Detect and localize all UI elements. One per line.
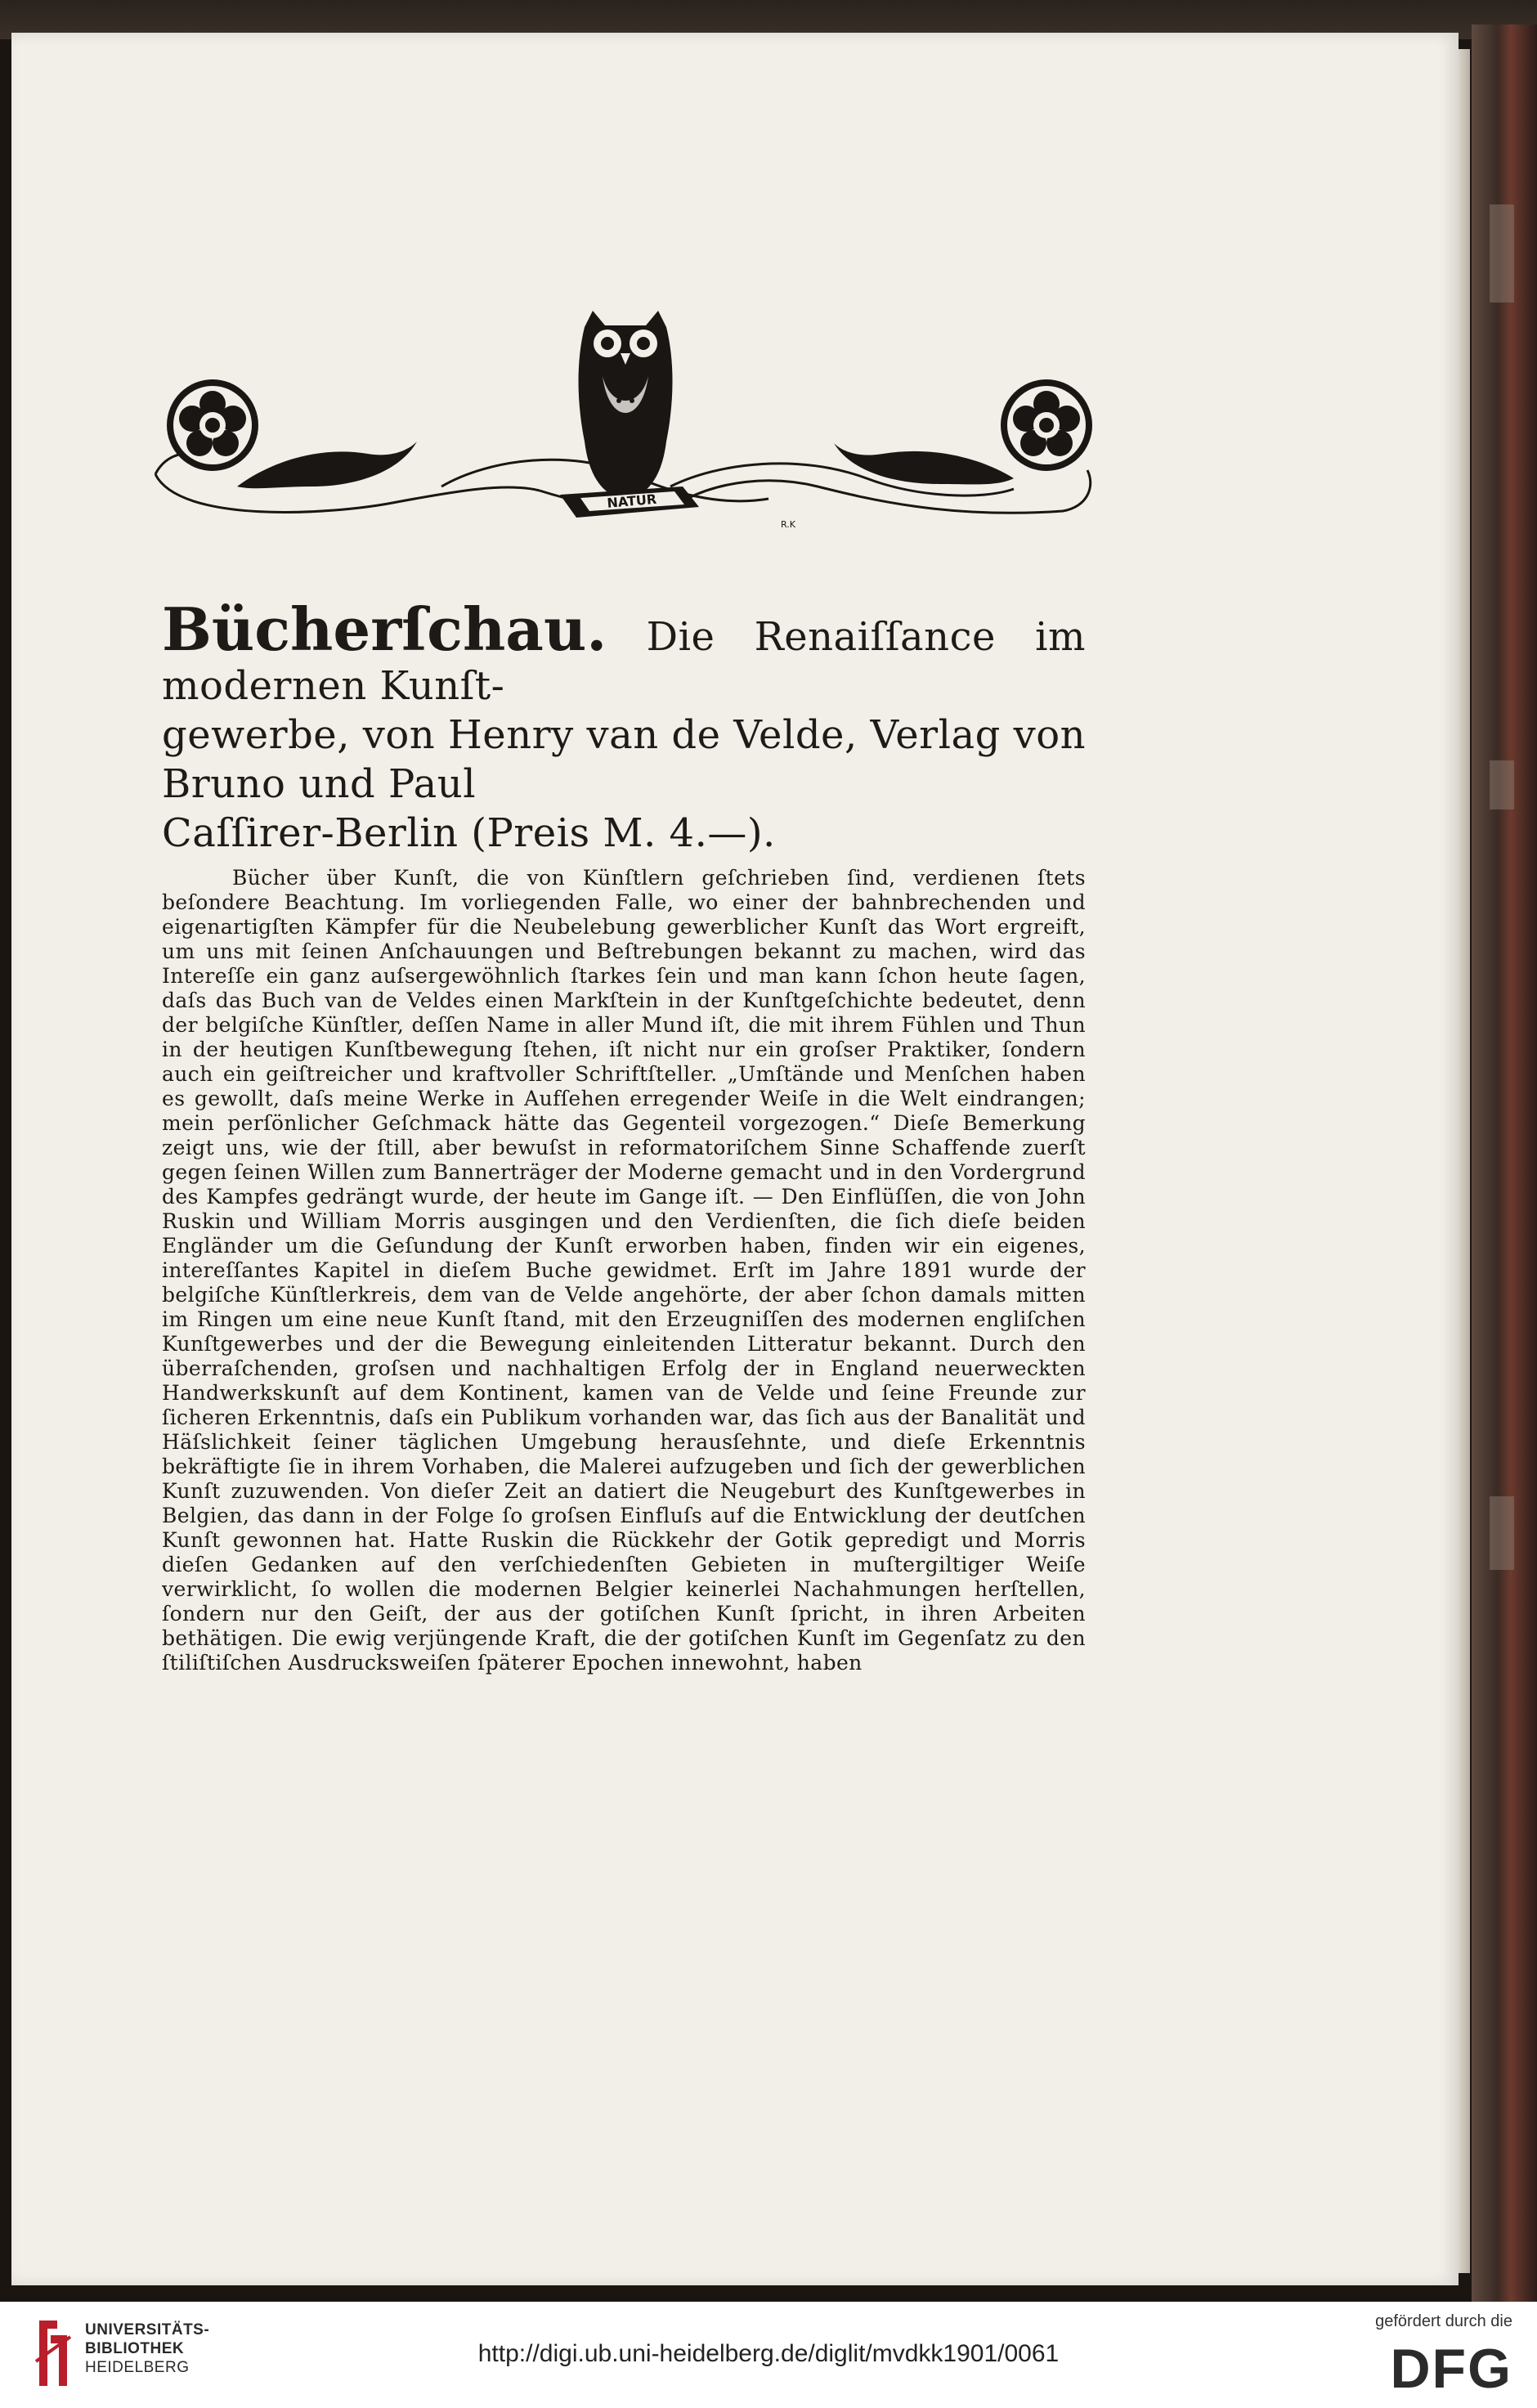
book-title-line1: Die Renaiſſance im modernen Kunſt-: [162, 614, 1086, 709]
permalink-url[interactable]: http://digi.ub.uni-heidelberg.de/diglit/mvdkk1901/0061: [477, 2340, 1060, 2367]
left-rose-icon: [167, 379, 258, 471]
book-spine-edge: [1472, 25, 1537, 2302]
dfg-logo: DFG: [1390, 2338, 1512, 2400]
book-label: NATUR: [606, 491, 657, 511]
page-edge: [1459, 49, 1470, 2273]
right-rose-icon: [1001, 379, 1092, 471]
owl-icon: [579, 311, 673, 500]
article-heading: [162, 594, 1086, 858]
university-library-logo-icon: [33, 2312, 74, 2394]
body-paragraph: Bücher über Kunſt, die von Künſtlern geſchrieben ſind, verdienen ſtets beſondere Beachtung. Im vorliegenden Falle, wo einer der bahnbrechenden und eigenartigſten Kämpfer für die Neubelebung gewerblicher Kunſt das Wort ergreift, um uns mit ſeinen Anſchauungen und Beſtrebungen bekannt zu machen, wird das Intereſſe ein ganz auſsergewöhnlich ſtarkes ſein und man kann ſchon heute ſagen, daſs das Buch van de Veldes einen Markſtein in der Kunſtgeſchichte bedeutet, denn der belgiſche Künſtler, deſſen Name in aller Mund iſt, die mit ihrem Fühlen und Thun in der heutigen Kunſtbewegung ſtehen, iſt nicht nur ein groſser Praktiker, ſondern auch ein geiſtreicher und kraftvoller Schriftſteller. „Umſtände und Menſchen haben es gewollt, daſs meine Werke in Aufſehen erregender Weiſe in die Welt eindrangen; mein perſönlicher Geſchmack hätte das Gegenteil vorgezogen.“ Dieſe Bemerkung zeigt uns, wie der ſtill, aber bewuſst in reformatoriſchem Sinne Schaffende zuerſt gegen ſeinen Willen zum Bannerträger der Moderne gemacht und in den Vordergrund des Kampfes gedrängt wurde, der heute im Gange iſt. — Den Einflüſſen, die von John Ruskin und William Morris ausgingen und den Verdienſten, die ſich dieſe beiden Engländer um die Geſundung der Kunſt erworben haben, finden wir ein eigenes, intereſſantes Kapitel in dieſem Buche gewidmet. Erſt im Jahre 1891 wurde der belgiſche Künſtlerkreis, dem van de Velde angehörte, der aber ſchon damals mitten im Ringen um eine neue Kunſt ſtand, mit den Erzeugniſſen des modernen engliſchen Kunſtgewerbes und der die Bewegung einleitenden Litteratur bekannt. Durch den überraſchenden, groſsen und nachhaltigen Erfolg der in England neuerweckten Handwerkskunſt auf dem Kontinent, kamen van de Velde und ſeine Freunde zur ſicheren Erkenntnis, daſs ein Publikum vorhanden war, das ſich aus der Banalität und Häſslichkeit ſeiner täglichen Umgebung herausſehnte, und dieſe Erkenntnis bekräftigte ſie in ihrem Vorhaben, die Malerei aufzugeben und ſich der gewerblichen Kunſt zuzuwenden. Von dieſer Zeit an datiert die Neugeburt des Kunſtgewerbes in Belgien, das dann in der Folge ſo groſsen Einfluſs auf die Entwicklung der deutſchen Kunſt gewonnen hat. Hatte Ruskin die Rückkehr der Gotik gepredigt und Morris dieſen Gedanken auf den verſchiedenſten Gebieten in muſtergiltiger Weiſe verwirklicht, ſo wollen die modernen Belgier keinerlei Nachahmungen herſtellen, ſondern nur den Geiſt, der aus der gotiſchen Kunſt ſpricht, in ihren Arbeiten bethätigen. Die ewig verjüngende Kraft, die der gotiſchen Kunſt im Gegenſatz zu den ſtiliſtiſchen Ausdrucksweiſen ſpäterer Epochen innewohnt, haben: [162, 866, 1086, 1675]
owl-vignette: [147, 311, 1104, 540]
funding-note: gefördert durch die: [1375, 2312, 1512, 2330]
book-title-line2: gewerbe, von Henry van de Velde, Verlag von Bruno und Paul: [162, 712, 1086, 807]
section-title: Bücherſchau.: [162, 594, 607, 664]
university-library-name: UNIVERSITÄTS- BIBLIOTHEK HEIDELBERG: [85, 2321, 210, 2376]
left-leaf-ornament: [237, 442, 417, 488]
right-leaf-ornament: [834, 443, 1014, 484]
book-icon: [560, 487, 699, 518]
artist-signature: R.K: [781, 519, 795, 530]
book-title-line3: Caſſirer-Berlin (Preis M. 4.—).: [162, 810, 776, 856]
article: [162, 594, 1086, 1675]
